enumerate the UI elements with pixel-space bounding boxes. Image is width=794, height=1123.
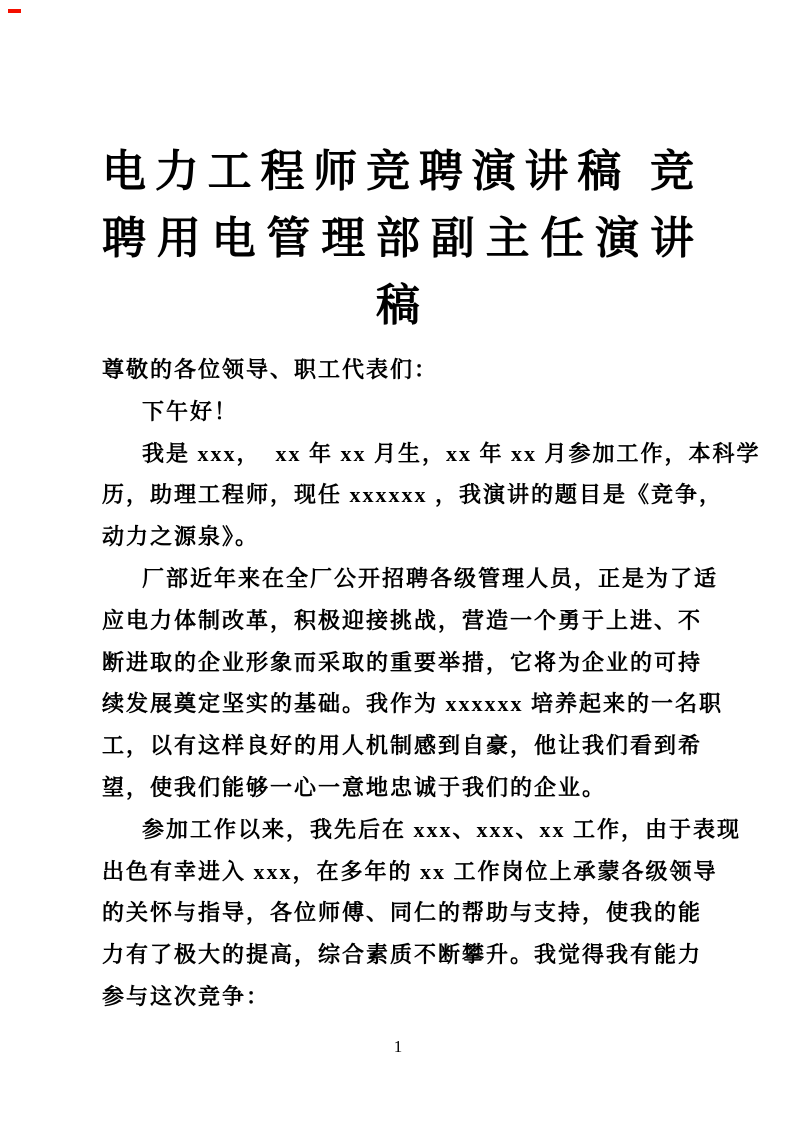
body-line: 动力之源泉》。	[102, 524, 260, 550]
body-line: 历，助理工程师，现任 xxxxxx ，我演讲的题目是《竞争，	[102, 482, 724, 508]
body-line: 尊敬的各位领导、职工代表们：	[102, 357, 439, 382]
body-line: 下午好！	[142, 398, 239, 424]
body-line: 出色有幸进入 xxx，在多年的 xx 工作岗位上承蒙各级领导	[102, 858, 718, 884]
body-line: 工，以有这样良好的用人机制感到自豪，他让我们看到希	[102, 733, 703, 759]
document-title	[102, 138, 694, 339]
page-number: 1	[393, 1037, 403, 1056]
body-line: 的关怀与指导，各位师傅、同仁的帮助与支持，使我的能	[102, 900, 703, 926]
title-line-1: 电力工程师竞聘演讲稿 竞	[102, 147, 694, 196]
body-line: 参与这次竞争：	[102, 983, 271, 1009]
body-line: 力有了极大的提高，综合素质不断攀升。我觉得我有能力	[102, 942, 703, 968]
document-body	[102, 349, 761, 1018]
body-line: 参加工作以来，我先后在 xxx、xxx、xx 工作，由于表现	[142, 816, 742, 842]
body-line: 厂部近年来在全厂公开招聘各级管理人员，正是为了适	[142, 565, 719, 591]
body-line: 断进取的企业形象而采取的重要举措，它将为企业的可持	[102, 649, 703, 675]
body-line: 应电力体制改革，积极迎接挑战，营造一个勇于上进、不	[102, 607, 703, 633]
title-line-3: 稿	[376, 281, 420, 330]
body-line: 续发展奠定坚实的基础。我作为 xxxxxx 培养起来的一名职	[102, 691, 724, 717]
body-line: 望，使我们能够一心一意地忠诚于我们的企业。	[102, 774, 607, 800]
body-line: 我是 xxx， xx 年 xx 月生，xx 年 xx 月参加工作，本科学	[142, 440, 761, 466]
red-corner-marker	[8, 9, 21, 13]
title-line-2: 聘用电管理部副主任演讲	[102, 214, 694, 263]
